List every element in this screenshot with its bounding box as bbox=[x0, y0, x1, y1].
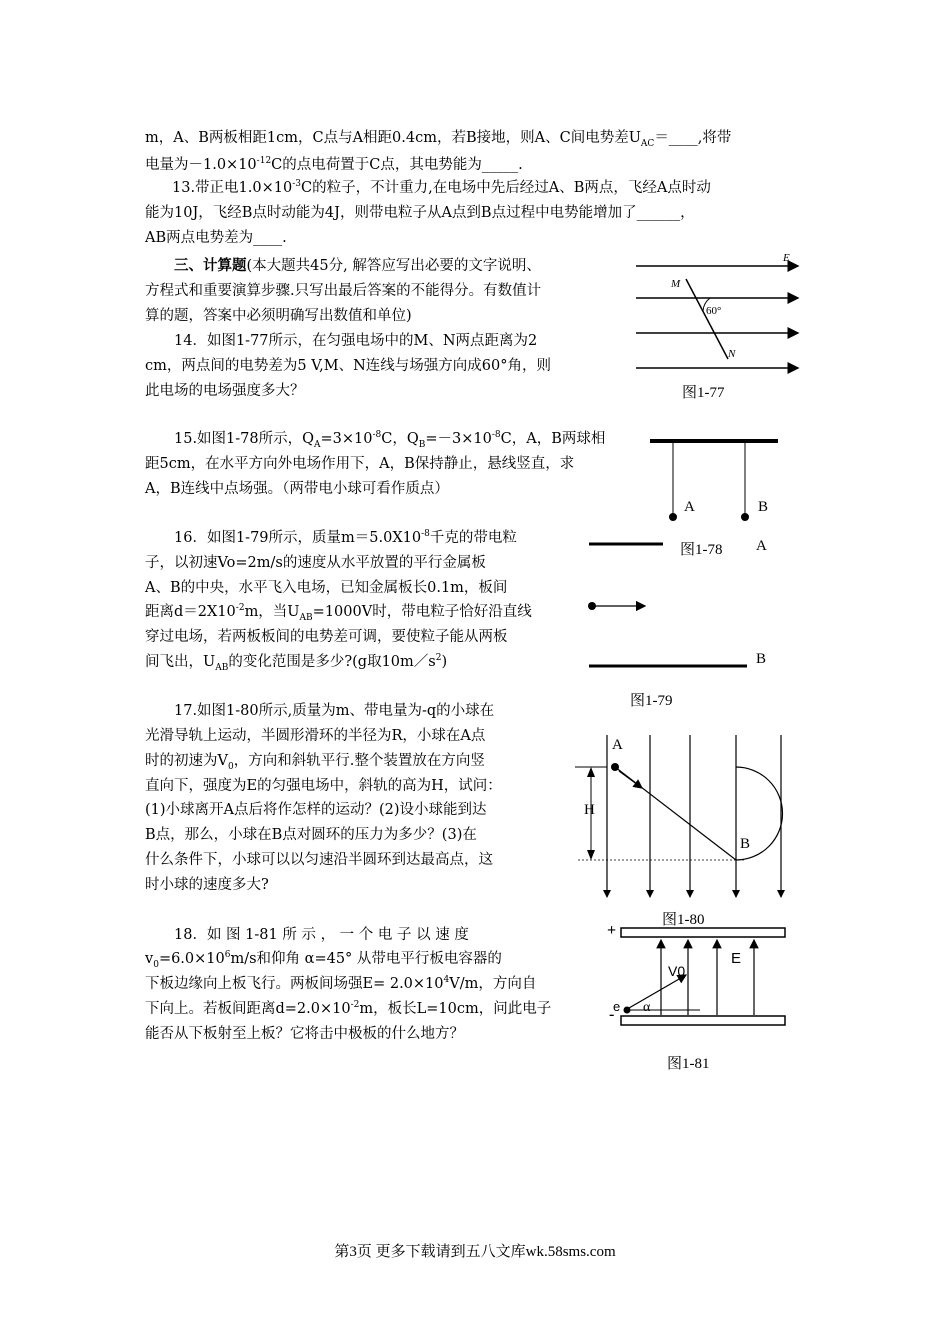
text-line: 下向上。若板间距离$d=2.0\times 10^{-2}m$，板长L=10cm，问此电子 bbox=[145, 1000, 552, 1017]
figure-caption: 图1-79 bbox=[630, 693, 673, 709]
text-line: 什么条件下，小球可以以匀速沿半圆环到达最高点，这 bbox=[145, 852, 493, 868]
angle-label: α bbox=[643, 1000, 651, 1015]
text-line: cm，两点间的电势差为5 V,M、N连线与场强方向成60°角，则 bbox=[145, 358, 551, 374]
plus-sign: + bbox=[607, 922, 617, 939]
text-line: B点，那么，小球在B点对圆环的压力为多少？(3)在 bbox=[145, 827, 477, 843]
point-label-B: B bbox=[740, 836, 751, 852]
plate-label-B: B bbox=[756, 651, 767, 667]
text-line: $v_0=6.0\times 10^6m/s$和仰角 α=45° 从带电平行板电容器的 bbox=[145, 950, 502, 970]
text-line: A、B的中央，水平飞入电场，已知金属板长0.1m，板间 bbox=[145, 580, 508, 596]
text-line: 间飞出，$U_{AB}$的变化范围是多少?(g取$10m/s^2$) bbox=[145, 653, 448, 673]
height-label-H: H bbox=[584, 802, 595, 818]
question-16: 16．如图1-79所示，质量$m=5.0X10^{-8}$千克的带电粒 bbox=[174, 529, 517, 546]
text-line: 时的初速为$V_0$，方向和斜轨平行.整个装置放在方向竖 bbox=[145, 753, 485, 772]
text-line: 光滑导轨上运动，半圆形滑环的半径为R，小球在A点 bbox=[145, 728, 486, 744]
text-line: 子，以初速Vo=2m/s的速度从水平放置的平行金属板 bbox=[145, 555, 486, 571]
section-title: 三、计算题(本大题共45分, 解答应写出必要的文字说明、 bbox=[174, 257, 541, 274]
minus-sign: - bbox=[609, 1006, 615, 1023]
question-17: 17.如图1-80所示,质量为m、带电量为-q的小球在 bbox=[174, 703, 495, 719]
text-line: 时小球的速度多大? bbox=[145, 877, 269, 893]
text-line: m，A、B两板相距1cm，C点与A相距0.4cm，若B接地，则A、C间电势差$U_{AC}=\_\_\_\_$,将带 bbox=[145, 130, 732, 149]
page-footer: 第3页 更多下载请到五八文库wk.58sms.com bbox=[334, 1244, 616, 1260]
text-line: 直向下，强度为E的匀强电场中，斜轨的高为H，试问： bbox=[145, 778, 502, 794]
ball-label-B: B bbox=[758, 499, 769, 515]
text-line: 穿过电场，若两板板间的电势差可调，要使粒子能从两板 bbox=[145, 629, 508, 645]
text-line: 下板边缘向上板飞行。两板间场强$E= 2.0\times 10^4V/m$，方向自 bbox=[145, 975, 537, 992]
ball-label-A: A bbox=[684, 499, 695, 515]
question-13: 13.带正电$1.0\times 10^{-3}C$的粒子，不计重力,在电场中先后经过A、B两点，飞经A点时动 bbox=[172, 179, 711, 196]
figure-1-79 bbox=[585, 538, 755, 673]
electron-label: e bbox=[613, 999, 621, 1014]
point-label-N: N bbox=[728, 348, 736, 360]
text-line: 电量为$-1.0\times 10^{-12}C$的点电荷置于C点，其电势能为_____. bbox=[145, 156, 523, 173]
text-line: 方程式和重要演算步骤.只写出最后答案的不能得分。有数值计 bbox=[145, 283, 542, 299]
figure-caption: 图1-78 bbox=[680, 542, 723, 558]
point-label-M: M bbox=[671, 278, 681, 290]
field-label-E: E bbox=[731, 950, 742, 967]
point-label-A: A bbox=[612, 737, 623, 753]
plate-label-A: A bbox=[756, 538, 767, 554]
question-15: 15.如图1-78所示，$Q_A=3\times 10^{-8}C$，$Q_B=-3\times 10^{-8}C$，A，B两球相 bbox=[174, 430, 606, 450]
angle-label: 60° bbox=[706, 305, 722, 317]
text-line: 能为10J，飞经B点时动能为4J，则带电粒子从A点到B点过程中电势能增加了______， bbox=[145, 205, 695, 221]
text-line: 距5cm，在水平方向外电场作用下，A，B保持静止，悬线竖直，求 bbox=[145, 456, 575, 472]
text-line: 能否从下板射至上板？它将击中极板的什么地方？ bbox=[145, 1026, 464, 1042]
text-line: 此电场的电场强度多大？ bbox=[145, 383, 305, 399]
figure-1-80 bbox=[575, 735, 805, 910]
text-line: 算的题，答案中必须明确写出数值和单位) bbox=[145, 308, 412, 324]
question-18: 18．如 图 1-81 所 示 ， 一 个 电 子 以 速 度 bbox=[174, 927, 469, 943]
question-14: 14．如图1-77所示，在匀强电场中的M、N两点距离为2 bbox=[174, 333, 538, 349]
figure-caption: 图1-77 bbox=[682, 385, 725, 401]
text-line: (1)小球离开A点后将作怎样的运动？(2)设小球能到达 bbox=[145, 802, 487, 818]
text-line: 距离$d=2X10^{-2}m$，当$U_{AB}=1000V$时，带电粒子恰好沿直线 bbox=[145, 603, 532, 623]
text-line: A，B连线中点场强。（两带电小球可看作质点） bbox=[145, 481, 449, 497]
figure-caption: 图1-80 bbox=[662, 912, 705, 928]
text-line: AB两点电势差为____. bbox=[145, 230, 287, 246]
field-label-E: E bbox=[783, 252, 790, 264]
velocity-label: V0 bbox=[668, 963, 686, 979]
figure-caption: 图1-81 bbox=[667, 1056, 710, 1072]
figure-1-81 bbox=[600, 922, 800, 1032]
